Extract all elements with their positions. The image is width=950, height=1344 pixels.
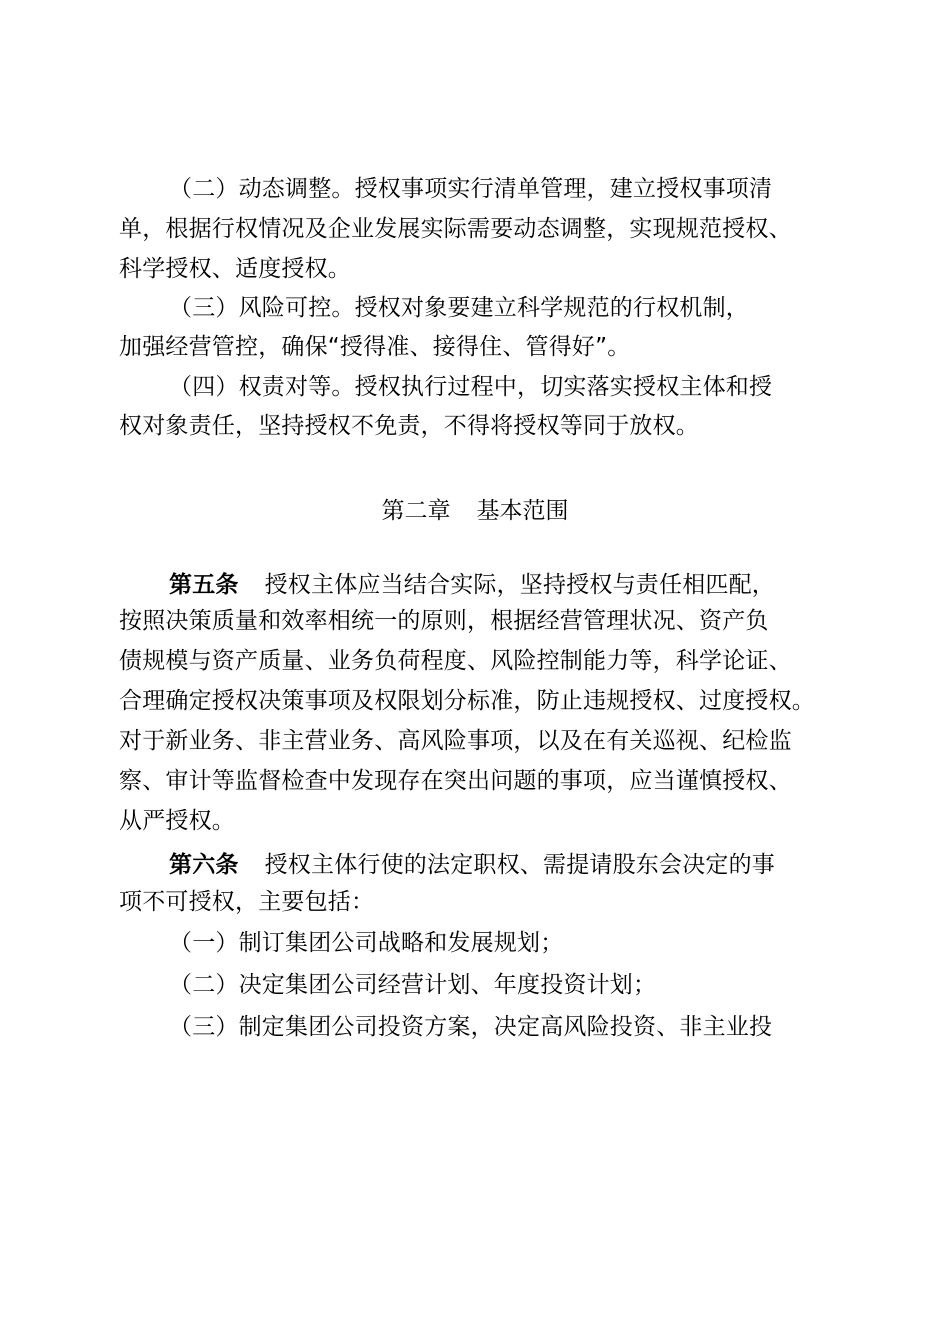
chapter-2-title <box>0 496 950 526</box>
principle-item-2-line-2: 单，根据行权情况及企业发展实际需要动态调整，实现规范授权、 <box>119 216 792 242</box>
article-6-text-1: 授权主体行使的法定职权、需提请股东会决定的事 <box>264 852 776 878</box>
chapter-2-name: 基本范围 <box>476 498 569 524</box>
article-6-item-2: （二）决定集团公司经营计划、年度投资计划； <box>169 972 657 998</box>
article-5-line-3: 债规模与资产质量、业务负荷程度、风险控制能力等，科学论证、 <box>119 648 792 674</box>
principle-item-2-line-1: （二）动态调整。授权事项实行清单管理，建立授权事项清 <box>169 176 773 202</box>
article-5-line-1 <box>169 570 775 600</box>
principle-item-4-line-1: （四）权责对等。授权执行过程中，切实落实授权主体和授 <box>169 374 773 400</box>
principle-item-3-line-2: 加强经营管控，确保“授得准、接得住、管得好”。 <box>119 334 631 360</box>
article-5-line-6: 察、审计等监督检查中发现存在突出问题的事项，应当谨慎授权、 <box>119 768 792 794</box>
article-5-text-1: 授权主体应当结合实际，坚持授权与责任相匹配， <box>264 572 776 598</box>
article-5-line-5: 对于新业务、非主营业务、高风险事项，以及在有关巡视、纪检监 <box>119 728 792 754</box>
principle-item-2-line-3: 科学授权、适度授权。 <box>119 256 351 282</box>
article-6-label: 第六条 <box>169 852 239 878</box>
principle-item-3-line-1: （三）风险可控。授权对象要建立科学规范的行权机制， <box>169 295 749 321</box>
article-6-line-2: 项不可授权，主要包括： <box>119 889 375 915</box>
article-5-label: 第五条 <box>169 572 239 598</box>
article-6-item-3: （三）制定集团公司投资方案，决定高风险投资、非主业投 <box>169 1014 773 1040</box>
article-6-line-1 <box>169 850 775 880</box>
article-6-item-1: （一）制订集团公司战略和发展规划； <box>169 930 564 956</box>
article-5-line-7: 从严授权。 <box>119 808 235 834</box>
article-5-line-4: 合理确定授权决策事项及权限划分标准，防止违规授权、过度授权。 <box>119 688 815 714</box>
chapter-2-number: 第二章 <box>381 498 451 524</box>
principle-item-4-line-2: 权对象责任，坚持授权不免责，不得将授权等同于放权。 <box>119 413 699 439</box>
article-5-line-2: 按照决策质量和效率相统一的原则，根据经营管理状况、资产负 <box>119 608 769 634</box>
